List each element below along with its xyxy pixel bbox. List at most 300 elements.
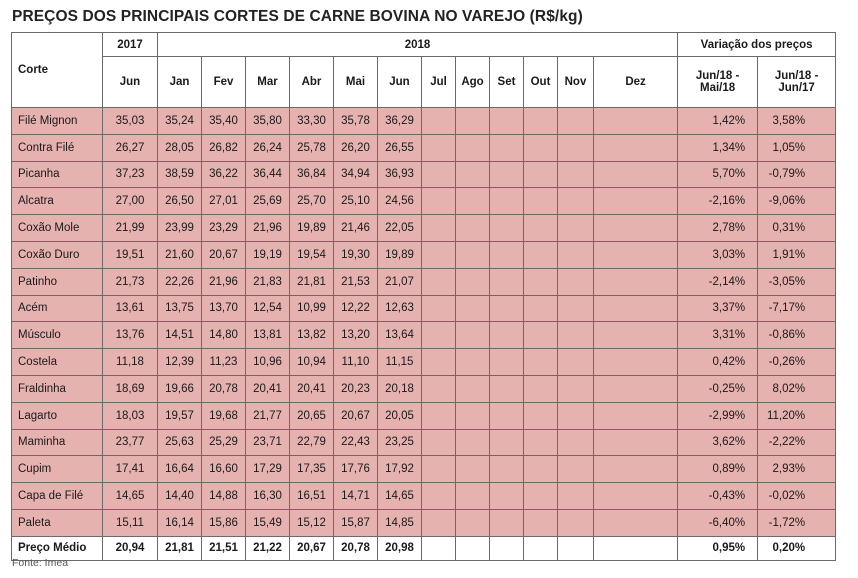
- cell-value: 22,05: [378, 215, 422, 242]
- cell-empty: [490, 429, 524, 456]
- cell-var-month: -6,40%: [678, 509, 758, 536]
- cell-var-month: 0,89%: [678, 456, 758, 483]
- cell-value: 26,27: [103, 134, 158, 161]
- cell-value: 25,78: [290, 134, 334, 161]
- header-month: Jan: [158, 57, 202, 108]
- cell-empty: [524, 456, 558, 483]
- header-month: Abr: [290, 57, 334, 108]
- cell-empty: [456, 188, 490, 215]
- cell-value: 15,87: [334, 509, 378, 536]
- cell-empty: [594, 134, 678, 161]
- cell-value: 36,93: [378, 161, 422, 188]
- cell-empty: [456, 161, 490, 188]
- cell-value: 20,41: [246, 375, 290, 402]
- cell-var-year: -0,02%: [758, 483, 836, 510]
- cell-empty: [558, 134, 594, 161]
- cell-value: 25,29: [202, 429, 246, 456]
- header-month: Set: [490, 57, 524, 108]
- cell-value: 18,03: [103, 402, 158, 429]
- cell-var-month: 5,70%: [678, 161, 758, 188]
- cell-empty: [594, 295, 678, 322]
- cell-value: 26,20: [334, 134, 378, 161]
- cell-value: 21,77: [246, 402, 290, 429]
- cell-value: 13,70: [202, 295, 246, 322]
- header-month: Fev: [202, 57, 246, 108]
- cell-empty: [422, 215, 456, 242]
- cell-value: 14,88: [202, 483, 246, 510]
- cell-value: 20,41: [290, 375, 334, 402]
- cell-value: 17,76: [334, 456, 378, 483]
- cell-value: 13,76: [103, 322, 158, 349]
- cell-value: 20,94: [103, 536, 158, 560]
- table-row: [12, 402, 836, 429]
- cell-empty: [558, 349, 594, 376]
- table-row: [12, 483, 836, 510]
- table-row: [12, 268, 836, 295]
- cell-value: 19,68: [202, 402, 246, 429]
- cell-var-year: -7,17%: [758, 295, 836, 322]
- cell-value: 38,59: [158, 161, 202, 188]
- header-var-month: Jun/18 - Mai/18: [678, 57, 758, 108]
- cell-value: 15,12: [290, 509, 334, 536]
- cell-value: 12,63: [378, 295, 422, 322]
- cell-var-month: -2,16%: [678, 188, 758, 215]
- header-month: Mai: [334, 57, 378, 108]
- row-label: Acém: [12, 295, 103, 322]
- cell-var-year: -1,72%: [758, 509, 836, 536]
- cell-empty: [524, 295, 558, 322]
- header-month: Nov: [558, 57, 594, 108]
- cell-empty: [456, 322, 490, 349]
- cell-value: 13,81: [246, 322, 290, 349]
- cell-empty: [558, 188, 594, 215]
- cell-empty: [490, 161, 524, 188]
- cell-var-year: 1,91%: [758, 241, 836, 268]
- cell-value: 19,57: [158, 402, 202, 429]
- cell-value: 26,50: [158, 188, 202, 215]
- cell-empty: [524, 215, 558, 242]
- row-label: Preço Médio: [12, 536, 103, 560]
- header-month: Mar: [246, 57, 290, 108]
- cell-empty: [422, 241, 456, 268]
- cell-empty: [524, 349, 558, 376]
- cell-value: 36,84: [290, 161, 334, 188]
- cell-value: 26,82: [202, 134, 246, 161]
- cell-empty: [594, 375, 678, 402]
- cell-empty: [490, 108, 524, 135]
- table-row: [12, 429, 836, 456]
- cell-value: 22,26: [158, 268, 202, 295]
- cell-empty: [524, 268, 558, 295]
- header-month: Dez: [594, 57, 678, 108]
- table-row: [12, 188, 836, 215]
- cell-value: 19,89: [378, 241, 422, 268]
- cell-value: 20,23: [334, 375, 378, 402]
- table-row: [12, 295, 836, 322]
- cell-value: 14,71: [334, 483, 378, 510]
- cell-var-year: -2,22%: [758, 429, 836, 456]
- cell-value: 35,78: [334, 108, 378, 135]
- cell-empty: [422, 134, 456, 161]
- cell-value: 37,23: [103, 161, 158, 188]
- row-label: Contra Filé: [12, 134, 103, 161]
- cell-value: 35,40: [202, 108, 246, 135]
- cell-var-year: 0,20%: [758, 536, 836, 560]
- row-label: Picanha: [12, 161, 103, 188]
- cell-value: 28,05: [158, 134, 202, 161]
- cell-value: 16,30: [246, 483, 290, 510]
- cell-empty: [558, 536, 594, 560]
- cell-value: 20,98: [378, 536, 422, 560]
- cell-empty: [490, 456, 524, 483]
- cell-value: 21,99: [103, 215, 158, 242]
- cell-value: 12,22: [334, 295, 378, 322]
- cell-value: 36,44: [246, 161, 290, 188]
- cell-value: 15,49: [246, 509, 290, 536]
- cell-empty: [594, 241, 678, 268]
- cell-empty: [524, 134, 558, 161]
- cell-value: 35,03: [103, 108, 158, 135]
- cell-var-month: 3,31%: [678, 322, 758, 349]
- cell-value: 21,81: [290, 268, 334, 295]
- cell-value: 20,78: [334, 536, 378, 560]
- cell-var-year: 3,58%: [758, 108, 836, 135]
- cell-empty: [456, 536, 490, 560]
- cell-empty: [490, 188, 524, 215]
- cell-empty: [594, 509, 678, 536]
- header-corte: Corte: [12, 33, 103, 108]
- row-label: Alcatra: [12, 188, 103, 215]
- cell-empty: [490, 402, 524, 429]
- cell-empty: [490, 215, 524, 242]
- cell-value: 23,29: [202, 215, 246, 242]
- cell-empty: [524, 483, 558, 510]
- cell-empty: [456, 134, 490, 161]
- cell-empty: [456, 241, 490, 268]
- row-label: Cupim: [12, 456, 103, 483]
- cell-value: 15,86: [202, 509, 246, 536]
- cell-empty: [422, 483, 456, 510]
- cell-empty: [490, 241, 524, 268]
- cell-empty: [456, 402, 490, 429]
- cell-empty: [558, 509, 594, 536]
- cell-empty: [456, 456, 490, 483]
- cell-value: 21,96: [202, 268, 246, 295]
- cell-value: 25,63: [158, 429, 202, 456]
- cell-value: 16,51: [290, 483, 334, 510]
- cell-value: 20,18: [378, 375, 422, 402]
- cell-empty: [594, 536, 678, 560]
- cell-value: 15,11: [103, 509, 158, 536]
- cell-value: 19,51: [103, 241, 158, 268]
- cell-empty: [490, 375, 524, 402]
- cell-empty: [490, 483, 524, 510]
- cell-var-year: 8,02%: [758, 375, 836, 402]
- cell-value: 21,83: [246, 268, 290, 295]
- cell-value: 24,56: [378, 188, 422, 215]
- cell-empty: [524, 161, 558, 188]
- cell-empty: [490, 509, 524, 536]
- cell-empty: [524, 108, 558, 135]
- cell-value: 13,82: [290, 322, 334, 349]
- cell-empty: [524, 188, 558, 215]
- row-label: Capa de Filé: [12, 483, 103, 510]
- table-row: [12, 134, 836, 161]
- price-table: [11, 32, 836, 561]
- cell-value: 34,94: [334, 161, 378, 188]
- average-row: [12, 536, 836, 560]
- cell-empty: [490, 349, 524, 376]
- cell-value: 20,67: [334, 402, 378, 429]
- table-row: [12, 322, 836, 349]
- cell-empty: [594, 429, 678, 456]
- cell-value: 25,69: [246, 188, 290, 215]
- cell-empty: [524, 241, 558, 268]
- cell-var-month: 0,42%: [678, 349, 758, 376]
- cell-empty: [456, 215, 490, 242]
- cell-value: 19,30: [334, 241, 378, 268]
- cell-empty: [558, 402, 594, 429]
- cell-value: 23,25: [378, 429, 422, 456]
- table-row: [12, 108, 836, 135]
- cell-empty: [422, 509, 456, 536]
- cell-value: 27,00: [103, 188, 158, 215]
- cell-value: 13,61: [103, 295, 158, 322]
- cell-empty: [594, 161, 678, 188]
- cell-empty: [456, 375, 490, 402]
- cell-empty: [524, 509, 558, 536]
- cell-empty: [524, 402, 558, 429]
- cell-var-year: 1,05%: [758, 134, 836, 161]
- cell-empty: [558, 456, 594, 483]
- cell-empty: [422, 402, 456, 429]
- table-row: [12, 215, 836, 242]
- cell-var-year: -0,86%: [758, 322, 836, 349]
- header-month: Jun: [103, 57, 158, 108]
- cell-value: 10,99: [290, 295, 334, 322]
- cell-empty: [558, 483, 594, 510]
- cell-value: 21,73: [103, 268, 158, 295]
- cell-empty: [456, 509, 490, 536]
- header-month: Ago: [456, 57, 490, 108]
- cell-var-month: 0,95%: [678, 536, 758, 560]
- cell-empty: [558, 268, 594, 295]
- cell-value: 11,18: [103, 349, 158, 376]
- cell-value: 18,69: [103, 375, 158, 402]
- cell-empty: [594, 483, 678, 510]
- cell-empty: [594, 215, 678, 242]
- cell-empty: [558, 322, 594, 349]
- cell-var-month: -0,25%: [678, 375, 758, 402]
- cell-value: 25,10: [334, 188, 378, 215]
- cell-value: 10,94: [290, 349, 334, 376]
- cell-var-year: -3,05%: [758, 268, 836, 295]
- cell-empty: [422, 349, 456, 376]
- cell-var-month: 3,62%: [678, 429, 758, 456]
- cell-value: 13,64: [378, 322, 422, 349]
- cell-value: 22,79: [290, 429, 334, 456]
- row-label: Patinho: [12, 268, 103, 295]
- header-month: Jul: [422, 57, 456, 108]
- cell-var-month: -2,99%: [678, 402, 758, 429]
- cell-empty: [594, 402, 678, 429]
- cell-var-month: 3,37%: [678, 295, 758, 322]
- cell-value: 14,85: [378, 509, 422, 536]
- cell-var-month: -0,43%: [678, 483, 758, 510]
- cell-value: 13,20: [334, 322, 378, 349]
- cell-value: 17,41: [103, 456, 158, 483]
- cell-value: 12,54: [246, 295, 290, 322]
- cell-empty: [456, 108, 490, 135]
- cell-value: 12,39: [158, 349, 202, 376]
- cell-value: 36,22: [202, 161, 246, 188]
- cell-var-year: -9,06%: [758, 188, 836, 215]
- cell-value: 16,60: [202, 456, 246, 483]
- cell-empty: [558, 108, 594, 135]
- cell-var-year: 0,31%: [758, 215, 836, 242]
- row-label: Músculo: [12, 322, 103, 349]
- row-label: Coxão Mole: [12, 215, 103, 242]
- cell-value: 25,70: [290, 188, 334, 215]
- cell-value: 21,22: [246, 536, 290, 560]
- cell-empty: [524, 322, 558, 349]
- cell-empty: [524, 536, 558, 560]
- cell-value: 20,05: [378, 402, 422, 429]
- cell-value: 14,40: [158, 483, 202, 510]
- cell-value: 26,24: [246, 134, 290, 161]
- row-label: Costela: [12, 349, 103, 376]
- cell-value: 27,01: [202, 188, 246, 215]
- cell-value: 14,51: [158, 322, 202, 349]
- table-title: PREÇOS DOS PRINCIPAIS CORTES DE CARNE BOVINA NO VAREJO (R$/kg): [12, 8, 583, 25]
- cell-empty: [422, 375, 456, 402]
- cell-var-year: -0,26%: [758, 349, 836, 376]
- cell-value: 20,67: [290, 536, 334, 560]
- cell-empty: [490, 268, 524, 295]
- cell-var-month: 1,42%: [678, 108, 758, 135]
- cell-empty: [422, 456, 456, 483]
- cell-empty: [456, 295, 490, 322]
- cell-value: 33,30: [290, 108, 334, 135]
- cell-empty: [490, 295, 524, 322]
- cell-empty: [594, 268, 678, 295]
- cell-empty: [558, 241, 594, 268]
- cell-value: 36,29: [378, 108, 422, 135]
- cell-value: 17,29: [246, 456, 290, 483]
- cell-value: 11,15: [378, 349, 422, 376]
- row-label: Maminha: [12, 429, 103, 456]
- cell-empty: [456, 483, 490, 510]
- cell-empty: [558, 429, 594, 456]
- cell-value: 26,55: [378, 134, 422, 161]
- cell-empty: [594, 456, 678, 483]
- cell-empty: [594, 188, 678, 215]
- cell-var-month: -2,14%: [678, 268, 758, 295]
- cell-value: 13,75: [158, 295, 202, 322]
- source-note: Fonte: Imea: [12, 557, 69, 569]
- cell-var-year: -0,79%: [758, 161, 836, 188]
- cell-value: 21,51: [202, 536, 246, 560]
- cell-empty: [422, 295, 456, 322]
- cell-empty: [594, 322, 678, 349]
- cell-value: 21,60: [158, 241, 202, 268]
- cell-empty: [490, 134, 524, 161]
- cell-empty: [422, 161, 456, 188]
- table-row: [12, 456, 836, 483]
- cell-value: 21,81: [158, 536, 202, 560]
- cell-value: 11,23: [202, 349, 246, 376]
- cell-empty: [558, 295, 594, 322]
- table-row: [12, 375, 836, 402]
- cell-var-month: 1,34%: [678, 134, 758, 161]
- cell-empty: [456, 268, 490, 295]
- cell-empty: [422, 188, 456, 215]
- cell-empty: [456, 429, 490, 456]
- cell-value: 14,65: [103, 483, 158, 510]
- cell-empty: [422, 268, 456, 295]
- header-variation: Variação dos preços: [678, 33, 836, 57]
- cell-value: 16,64: [158, 456, 202, 483]
- cell-empty: [422, 108, 456, 135]
- cell-var-month: 3,03%: [678, 241, 758, 268]
- cell-value: 14,80: [202, 322, 246, 349]
- cell-value: 21,07: [378, 268, 422, 295]
- cell-empty: [490, 536, 524, 560]
- row-label: Filé Mignon: [12, 108, 103, 135]
- cell-value: 16,14: [158, 509, 202, 536]
- cell-var-year: 2,93%: [758, 456, 836, 483]
- cell-value: 20,67: [202, 241, 246, 268]
- cell-value: 19,19: [246, 241, 290, 268]
- cell-value: 20,78: [202, 375, 246, 402]
- header-month: Out: [524, 57, 558, 108]
- cell-value: 35,24: [158, 108, 202, 135]
- cell-empty: [558, 375, 594, 402]
- cell-var-month: 2,78%: [678, 215, 758, 242]
- cell-var-year: 11,20%: [758, 402, 836, 429]
- cell-value: 20,65: [290, 402, 334, 429]
- header-var-year: Jun/18 - Jun/17: [758, 57, 836, 108]
- cell-value: 11,10: [334, 349, 378, 376]
- cell-value: 23,71: [246, 429, 290, 456]
- cell-value: 21,96: [246, 215, 290, 242]
- cell-value: 19,54: [290, 241, 334, 268]
- cell-empty: [524, 429, 558, 456]
- table-row: [12, 241, 836, 268]
- cell-value: 17,92: [378, 456, 422, 483]
- row-label: Paleta: [12, 509, 103, 536]
- cell-value: 23,77: [103, 429, 158, 456]
- cell-empty: [558, 215, 594, 242]
- cell-value: 10,96: [246, 349, 290, 376]
- cell-value: 14,65: [378, 483, 422, 510]
- header-year-2017: 2017: [103, 33, 158, 57]
- table-row: [12, 349, 836, 376]
- cell-empty: [524, 375, 558, 402]
- cell-empty: [456, 349, 490, 376]
- table-row: [12, 509, 836, 536]
- cell-empty: [422, 322, 456, 349]
- cell-value: 19,89: [290, 215, 334, 242]
- cell-empty: [422, 429, 456, 456]
- cell-empty: [594, 108, 678, 135]
- cell-value: 22,43: [334, 429, 378, 456]
- cell-empty: [558, 161, 594, 188]
- table-row: [12, 161, 836, 188]
- row-label: Lagarto: [12, 402, 103, 429]
- header-month: Jun: [378, 57, 422, 108]
- cell-value: 23,99: [158, 215, 202, 242]
